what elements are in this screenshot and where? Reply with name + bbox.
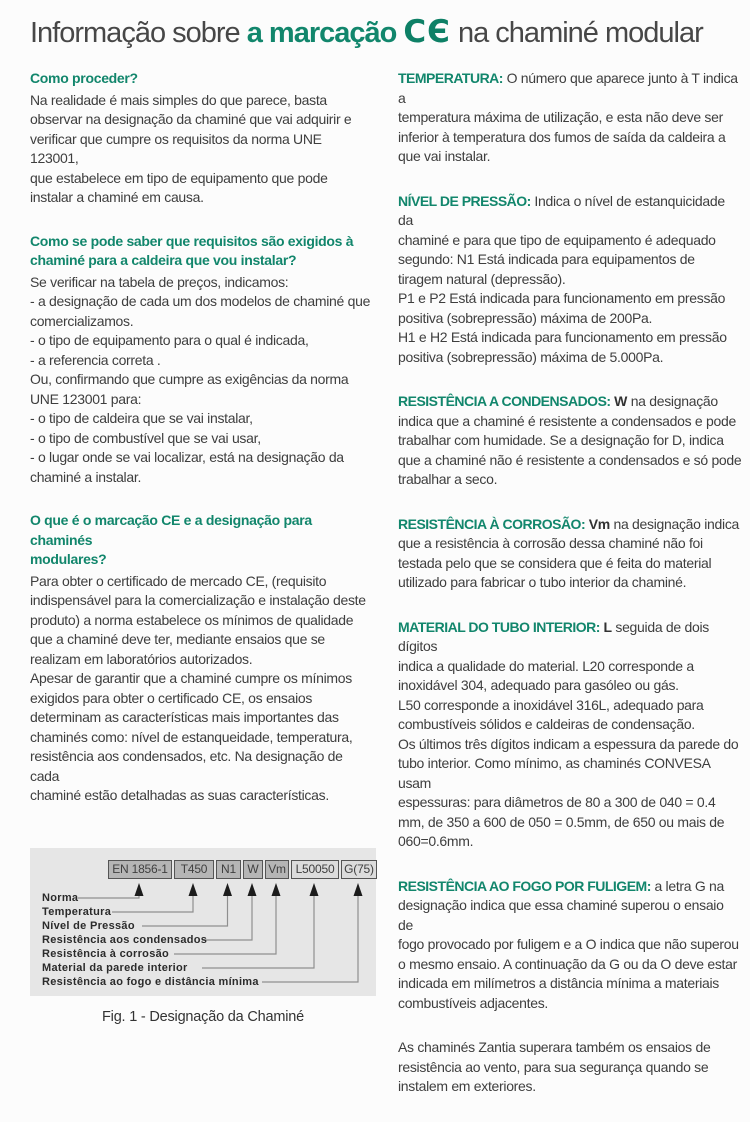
designation-label: Temperatura [42,905,112,918]
text-temperatura: O número que aparece junto à T indica a temperatura máxima de utilização, e esta não deve ser inferior à temperatura dos fumos de saída da caldeira a que vai instalar. [398,70,738,165]
designation-label: Resistência aos condensados [42,933,208,946]
page-title [30,14,742,51]
label-condensados: RESISTÊNCIA A CONDENSADOS: [398,393,611,410]
designation-label: Norma [42,891,79,904]
text-material-tubo: seguida de dois dígitos indica a qualidade do material. L20 corresponde a inoxidável 304, adequado para gasóleo ou gás. L50 corresponde a inoxidável 316L, adequado para combustíveis sólidos e caldeiras de condensação. Os últimos três dígitos indicam a espessura da parede do tubo interior. Como mínimo, as chaminés CONVESA usam espessuras: para diâmetros de 80 a 300 de 040 = 0.4 mm, de 350 a 600 de 050 = 0.5mm, de 650 ou mais de 060=0.6mm. [398,618,739,850]
label-fuligem: RESISTÊNCIA AO FOGO POR FULIGEM: [398,877,651,894]
paragraph-marcacao-ce: Para obter o certificado de mercado CE, (requisito indispensável para la comercialização e instalação deste produto) a norma estabelece os mínimos de qualidade que a chaminé deve ter, mediante ensaios que se realizam em laboratórios autorizados. Apesar de garantir que a chaminé cumpre os mínimos exigidos para obter o certificado CE, os ensaios determinam as características mais importantes das chaminés como: nível de estanqueidade, temperatura, resistência aos condensados, etc. Na designação de cada chaminé estão detalhadas as suas características. [30,572,366,804]
label-material-tubo: MATERIAL DO TUBO INTERIOR: [398,618,600,635]
heading-como-proceder: Como proceder? [30,70,138,87]
lead-condensados: W [614,393,628,410]
ce-mark-icon: CЄ [403,14,451,50]
figure-designacao-chamine [30,848,376,1028]
left-column [30,69,372,1027]
label-nivel-pressao: NÍVEL DE PRESSÃO: [398,192,531,209]
section-material-tubo [398,618,742,852]
title-accent: a marcação [246,17,397,49]
text-fuligem: a letra G na designação indica que essa chaminé superou o ensaio de fogo provocado por fuligem e a O indica que não superou o mesmo ensaio. A continuação da G ou da O deve estar indicada em milímetros a distância mínima a materiais combustíveis adjacentes. [398,877,739,1011]
paragraph-zantia-vento: As chaminés Zantia superara também os ensaios de resistência ao vento, para sua segurança quando se instalem em exteriores. [398,1039,711,1095]
designation-box: L50050 [291,860,339,879]
paragraph-requisitos: Se verificar na tabela de preços, indicamos: - a designação de cada um dos modelos de chaminé que comercializamos. - o tipo de equipamento para o qual é indicada, - a referencia correta . Ou, confirmando que cumpre as exigências da norma UNE 123001 para: - o tipo de caldeira que se vai instalar, - o tipo de combustível que se vai usar, - o lugar onde se vai localizar, está na designação da chaminé a instalar. [30,273,371,485]
title-part1: Informação sobre [30,17,247,49]
designation-label: Resistência ao fogo e distância mínima [42,975,259,988]
figure-panel [30,848,376,996]
section-condensados [398,392,742,490]
designation-box: G(75) [341,860,377,879]
text-nivel-pressao: Indica o nível de estanquicidade da chaminé e para que tipo de equipamento é adequado segundo: N1 Está indicada para equipamentos de tiragem natural (depressão). P1 e P2 Está indicada para funcionamento em pressão positiva (sobrepressão) máxima de 200Pa. H1 e H2 Está indicada para funcionamento em pressão positiva (sobrepressão) máxima de 5.000Pa. [398,192,727,365]
designation-box: N1 [216,860,241,879]
section-temperatura [398,69,742,167]
text-condensados: na designação indica que a chaminé é resistente a condensados e pode trabalhar com humidade. Se a designação for D, indica que a chaminé não é resistente a condensados e só pode trabalhar a seco. [398,393,742,488]
heading-marcacao-ce: O que é o marcação CE e a designação para chaminés modulares? [30,512,312,568]
section-fuligem [398,877,742,1014]
designation-label: Nível de Pressão [42,919,135,932]
designation-label: Resistência à corrosão [42,947,170,960]
designation-label: Material da parede interior [42,961,188,974]
text-corrosao: na designação indica que a resistência à corrosão dessa chaminé não foi testada pelo que se considera que é feita do material utilizado para fabricar o tubo interior da chaminé. [398,515,740,591]
lead-corrosao: Vm [588,515,610,532]
heading-requisitos: Como se pode saber que requisitos são exigidos à chaminé para a caldeira que vou instalar? [30,232,354,269]
figure-caption: Fig. 1 - Designação da Chaminé [102,1008,304,1025]
label-corrosao: RESISTÊNCIA À CORROSÃO: [398,515,586,532]
title-part3: na chaminé modular [450,17,703,49]
designation-box: W [243,860,263,879]
paragraph-como-proceder: Na realidade é mais simples do que parece, basta observar na designação da chaminé que vai adquirir e verificar que cumpre os requisitos da norma UNE 123001, que estabelece em tipo de equipamento que pode instalar a chaminé em causa. [30,91,352,206]
designation-box: EN 1856-1 [108,860,172,879]
two-column-layout [30,69,742,1122]
section-corrosao [398,515,742,593]
label-temperatura: TEMPERATURA: [398,70,503,87]
section-nivel-pressao [398,192,742,368]
right-column [398,69,742,1122]
lead-material-tubo: L [603,618,612,635]
designation-box: Vm [265,860,289,879]
designation-box: T450 [174,860,214,879]
